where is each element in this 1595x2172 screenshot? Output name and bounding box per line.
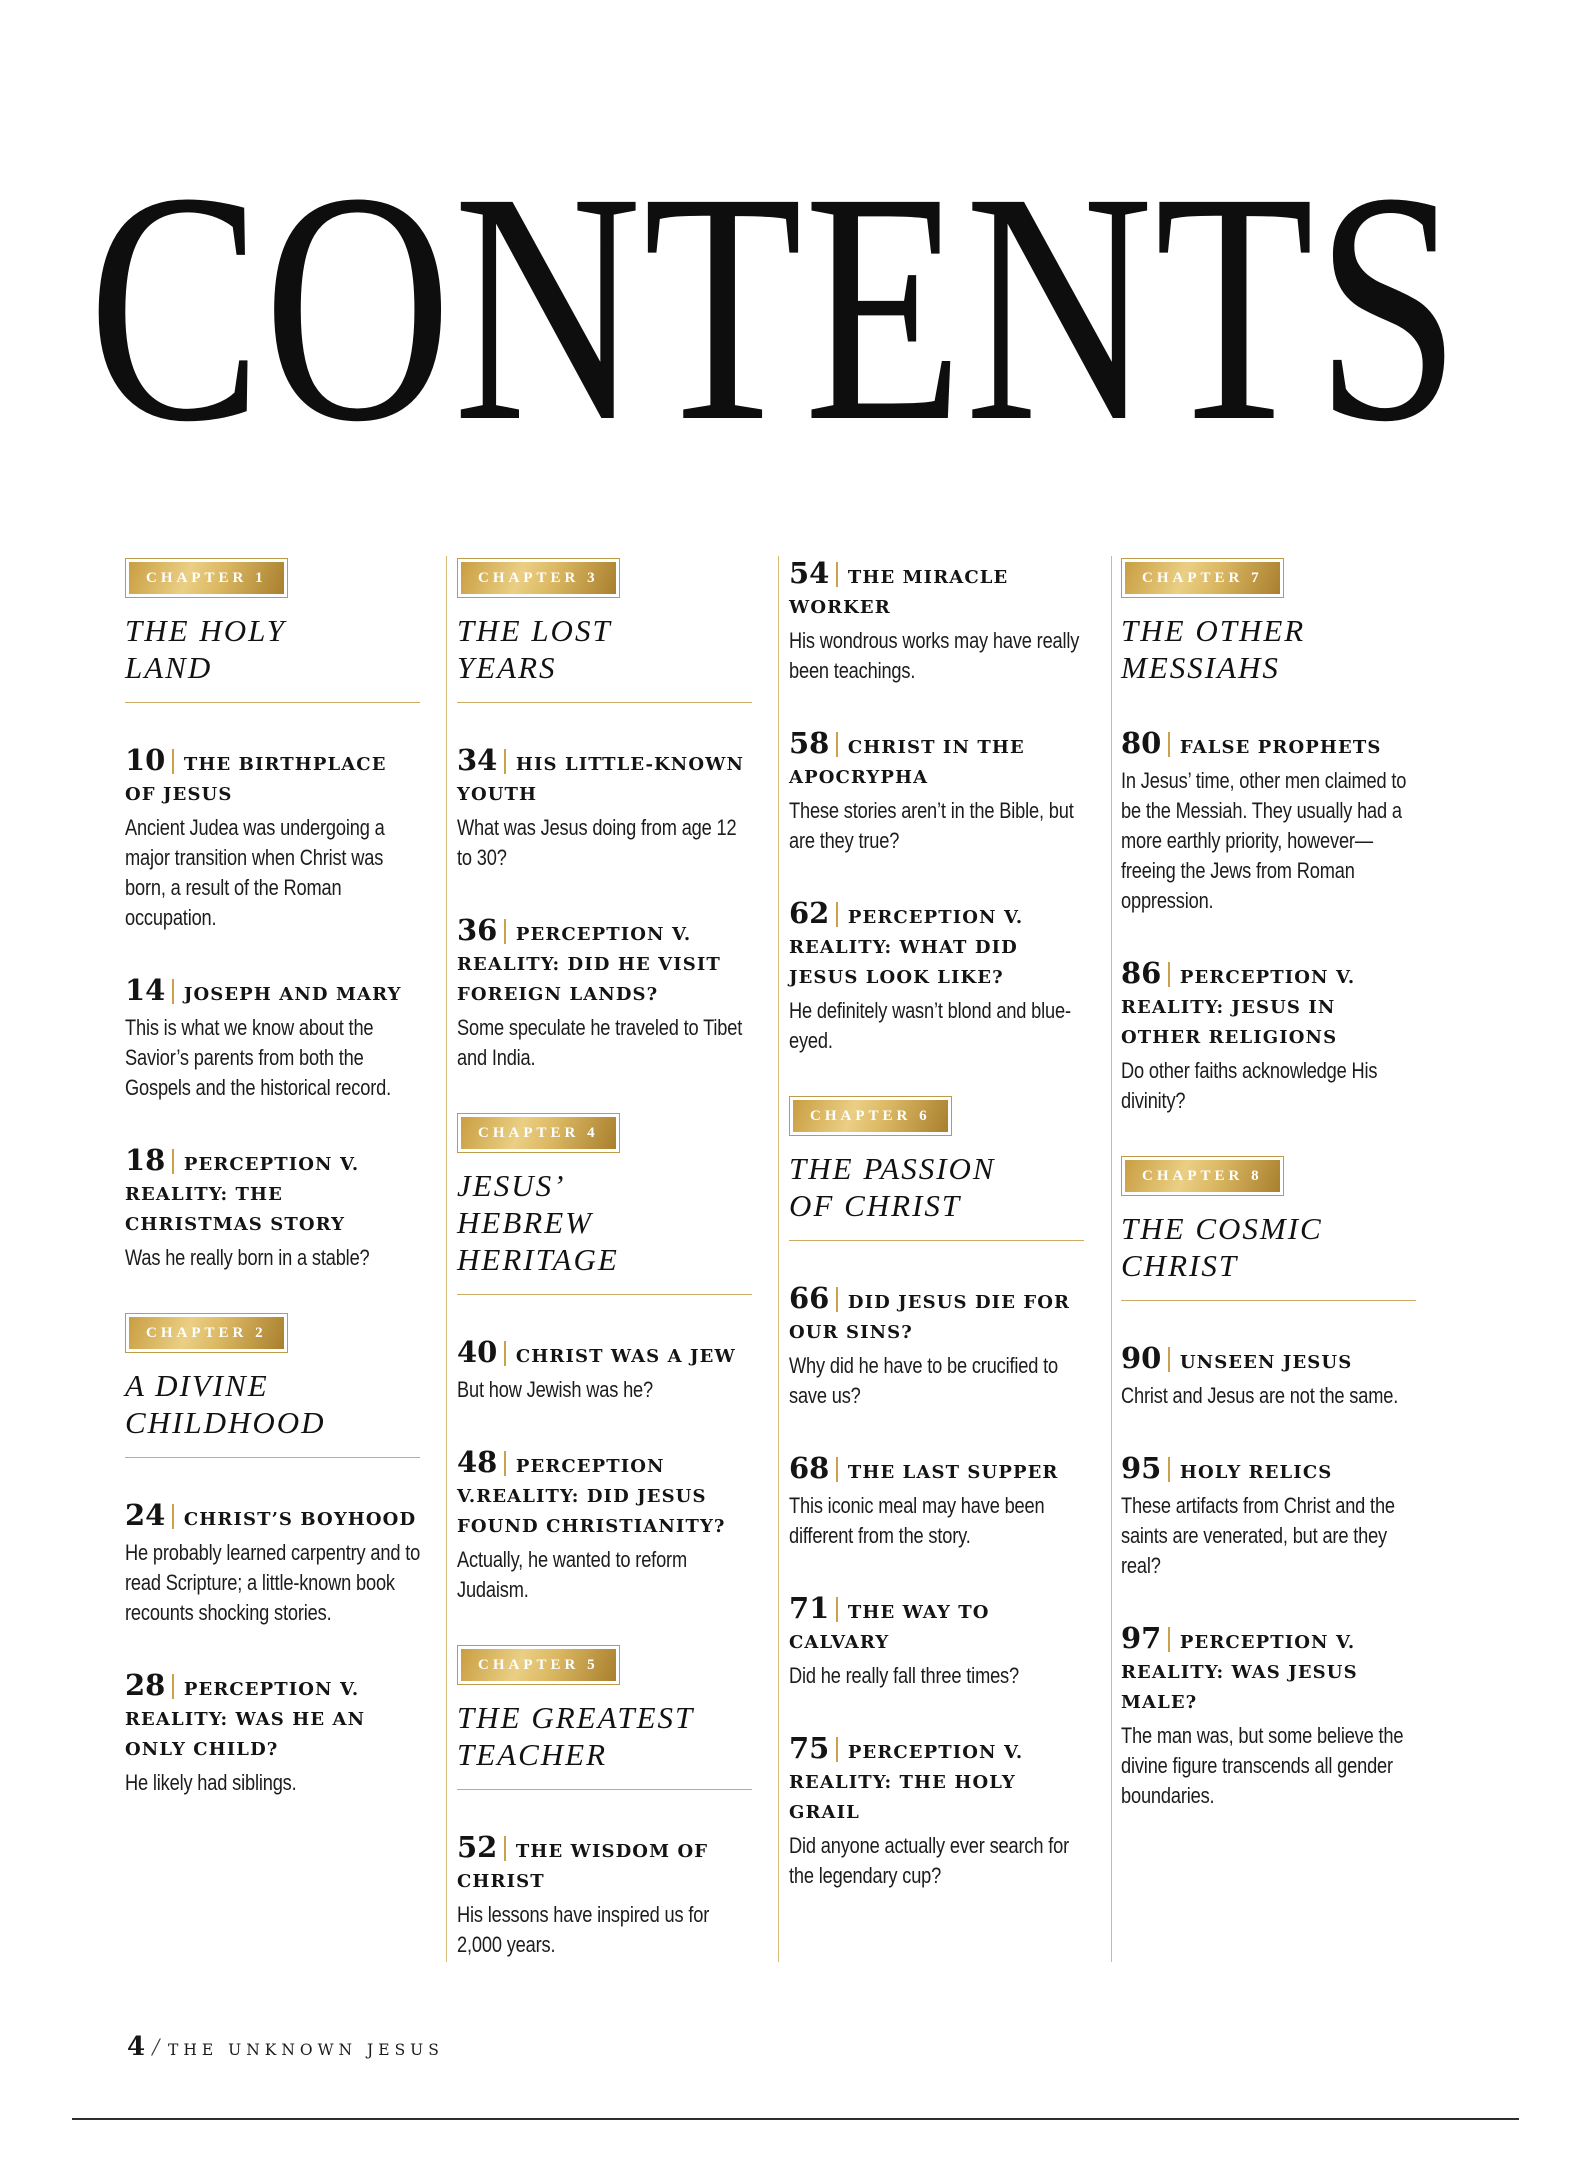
entry-page-number: 90 [1121,1341,1162,1375]
entry-heading-row [789,898,1084,993]
entry-heading: CHRIST IN THE APOCRYPHA [789,737,1025,788]
entry-heading: UNSEEN JESUS [1179,1352,1353,1373]
entry-page-number: 68 [789,1451,830,1485]
toc-entry [125,1145,420,1273]
entry-heading-row [1121,728,1416,763]
entry-description: Ancient Judea was undergoing a major transition when Christ was born, a result of the Roman occupation. [125,815,385,930]
chapter-title: THE GREATEST TEACHER [457,1700,694,1772]
chapter-title: A DIVINE CHILDHOOD [125,1368,326,1440]
page-title: CONTENTS [88,125,1463,490]
entry-heading-row [1121,958,1416,1053]
entry-divider [504,1341,506,1366]
chapter-badge-label: CHAPTER 3 [461,562,616,594]
entry-heading-row [457,745,752,810]
entry-heading: THE WISDOM OF CHRIST [457,1841,709,1892]
chapter-block [1121,558,1416,686]
entry-page-number: 95 [1121,1451,1162,1485]
entry-page-number: 52 [457,1830,498,1864]
entry-description: Actually, he wanted to reform Judaism. [457,1547,687,1602]
entry-heading-row [789,728,1084,793]
magazine-title: THE UNKNOWN JESUS [168,2041,444,2059]
entry-description: These stories aren’t in the Bible, but are they true? [789,798,1074,853]
entry-description: The man was, but some believe the divine figure transcends all gender boundaries. [1121,1723,1404,1808]
entry-heading: FALSE PROPHETS [1179,737,1382,758]
entry-heading: PERCEPTION V. REALITY: THE CHRISTMAS STORY [125,1154,360,1235]
toc-column-2 [457,558,752,1960]
entry-page-number: 97 [1121,1621,1162,1655]
chapter-block [1121,1156,1416,1301]
entry-divider [504,749,506,774]
entry-heading: CHRIST’S BOYHOOD [183,1509,417,1530]
entry-heading-row [1121,1623,1416,1718]
entry-heading: PERCEPTION V. REALITY: JESUS IN OTHER RELIGIONS [1121,967,1356,1048]
toc-entry [789,1453,1084,1551]
entry-heading-row [457,1337,752,1372]
chapter-badge [125,558,288,598]
entry-description: He likely had siblings. [125,1770,297,1795]
entry-description: He definitely wasn’t blond and blue-eyed. [789,998,1071,1053]
chapter-block [457,1113,752,1295]
entry-heading-row [125,1145,420,1240]
entry-description: Do other faiths acknowledge His divinity? [1121,1058,1378,1113]
entry-heading: PERCEPTION V.REALITY: DID JESUS FOUND CHRISTIANITY? [457,1456,726,1537]
chapter-title: THE OTHER MESSIAHS [1121,613,1306,685]
footer-rule [72,2118,1519,2120]
chapter-badge [457,558,620,598]
entry-page-number: 36 [457,913,498,947]
entry-page-number: 40 [457,1335,498,1369]
chapter-badge [457,1113,620,1153]
entry-description: But how Jewish was he? [457,1377,654,1402]
toc-entry [789,1593,1084,1691]
toc-entry [789,1283,1084,1411]
chapter-rule [125,702,420,703]
toc-column-3 [789,558,1084,1960]
entry-divider [1168,962,1170,987]
entry-divider [1168,1347,1170,1372]
chapter-block [457,558,752,703]
entry-heading: THE MIRACLE WORKER [789,567,1009,618]
chapter-block [125,1313,420,1458]
toc-entry [457,1832,752,1960]
entry-heading: PERCEPTION V. REALITY: THE HOLY GRAIL [789,1742,1024,1823]
entry-description: Was he really born in a stable? [125,1245,370,1270]
toc-entry [789,1733,1084,1891]
entry-page-number: 54 [789,556,830,590]
entry-heading: THE BIRTHPLACE OF JESUS [125,754,387,805]
chapter-block [789,1096,1084,1241]
toc-column-4 [1121,558,1416,1960]
entry-page-number: 28 [125,1668,166,1702]
chapter-badge [1121,558,1284,598]
chapter-badge-label: CHAPTER 5 [461,1649,616,1681]
chapter-rule [1121,1300,1416,1301]
entry-divider [172,1504,174,1529]
chapter-title: JESUS’ HEBREW HERITAGE [457,1168,619,1277]
entry-description: His lessons have inspired us for 2,000 years. [457,1902,710,1957]
toc-entry [1121,1623,1416,1811]
entry-page-number: 75 [789,1731,830,1765]
toc-entry [1121,958,1416,1116]
toc-entry [789,558,1084,686]
entry-heading-row [457,915,752,1010]
entry-description: What was Jesus doing from age 12 to 30? [457,815,737,870]
chapter-badge-label: CHAPTER 4 [461,1117,616,1149]
chapter-block [125,558,420,703]
entry-divider [172,979,174,1004]
entry-heading-row [789,1733,1084,1828]
entry-description: In Jesus’ time, other men claimed to be the Messiah. They usually had a more earthly priority, however—freeing the Jews from Roman oppression. [1121,768,1407,913]
entry-heading: CHRIST WAS A JEW [515,1346,736,1367]
entry-divider [504,1451,506,1476]
entry-divider [1168,1627,1170,1652]
chapter-title: THE PASSION OF CHRIST [789,1151,996,1223]
chapter-badge [125,1313,288,1353]
entry-heading-row [125,1670,420,1765]
entry-heading: PERCEPTION V. REALITY: DID HE VISIT FOREIGN LANDS? [457,924,721,1005]
chapter-badge [1121,1156,1284,1196]
entry-heading-row [125,745,420,810]
entry-heading: JOSEPH AND MARY [183,984,402,1005]
entry-heading: PERCEPTION V. REALITY: WAS JESUS MALE? [1121,1632,1358,1713]
entry-divider [172,749,174,774]
toc-entry [1121,1453,1416,1581]
toc-columns [125,558,1416,1960]
entry-heading: PERCEPTION V. REALITY: WHAT DID JESUS LOOK LIKE? [789,907,1024,988]
entry-divider [172,1149,174,1174]
folio-page-number: 4 [127,2032,146,2062]
entry-page-number: 71 [789,1591,830,1625]
entry-heading-row [789,1593,1084,1658]
toc-entry [457,1447,752,1605]
entry-page-number: 10 [125,743,166,777]
entry-heading-row [1121,1453,1416,1488]
entry-heading-row [125,1500,420,1535]
entry-heading-row [789,558,1084,623]
entry-divider [836,562,838,587]
toc-entry [457,1337,752,1405]
chapter-title: THE LOST YEARS [457,613,612,685]
entry-divider [836,1737,838,1762]
toc-entry [457,915,752,1073]
entry-page-number: 24 [125,1498,166,1532]
toc-entry [789,728,1084,856]
entry-divider [172,1674,174,1699]
entry-description: Christ and Jesus are not the same. [1121,1383,1399,1408]
chapter-rule [457,702,752,703]
chapter-badge-label: CHAPTER 2 [129,1317,284,1349]
entry-heading-row [1121,1343,1416,1378]
entry-heading-row [125,975,420,1010]
entry-page-number: 62 [789,896,830,930]
chapter-block [457,1645,752,1790]
entry-description: These artifacts from Christ and the saints are venerated, but are they real? [1121,1493,1395,1578]
entry-divider [836,902,838,927]
chapter-badge [789,1096,952,1136]
entry-heading: PERCEPTION V. REALITY: WAS HE AN ONLY CHILD? [125,1679,366,1760]
toc-entry [125,745,420,933]
entry-page-number: 48 [457,1445,498,1479]
entry-description: This is what we know about the Savior’s parents from both the Gospels and the historical record. [125,1015,391,1100]
entry-divider [836,732,838,757]
chapter-rule [457,1294,752,1295]
entry-description: He probably learned carpentry and to read Scripture; a little-known book recounts shocking stories. [125,1540,421,1625]
entry-divider [1168,732,1170,757]
toc-entry [1121,728,1416,916]
footer-separator: / [152,2034,160,2061]
entry-description: His wondrous works may have really been teachings. [789,628,1080,683]
page-footer [127,2032,444,2062]
entry-heading-row [457,1447,752,1542]
entry-description: Some speculate he traveled to Tibet and India. [457,1015,743,1070]
entry-page-number: 86 [1121,956,1162,990]
entry-heading: HIS LITTLE-KNOWN YOUTH [457,754,745,805]
entry-divider [504,919,506,944]
chapter-badge-label: CHAPTER 6 [793,1100,948,1132]
entry-description: Why did he have to be crucified to save us? [789,1353,1059,1408]
chapter-badge-label: CHAPTER 7 [1125,562,1280,594]
entry-heading-row [789,1453,1084,1488]
chapter-rule [125,1457,420,1458]
toc-entry [125,1500,420,1628]
toc-column-1 [125,558,420,1960]
entry-divider [836,1457,838,1482]
entry-page-number: 18 [125,1143,166,1177]
entry-heading-row [789,1283,1084,1348]
chapter-rule [789,1240,1084,1241]
entry-divider [836,1287,838,1312]
entry-description: Did anyone actually ever search for the legendary cup? [789,1833,1070,1888]
toc-entry [125,1670,420,1798]
entry-page-number: 66 [789,1281,830,1315]
entry-page-number: 34 [457,743,498,777]
entry-heading: DID JESUS DIE FOR OUR SINS? [789,1292,1071,1343]
entry-divider [1168,1457,1170,1482]
toc-entry [457,745,752,873]
toc-entry [789,898,1084,1056]
entry-heading: HOLY RELICS [1179,1462,1333,1483]
entry-heading: THE LAST SUPPER [847,1462,1059,1483]
entry-page-number: 80 [1121,726,1162,760]
entry-divider [836,1597,838,1622]
entry-description: Did he really fall three times? [789,1663,1019,1688]
entry-heading: THE WAY TO CALVARY [789,1602,990,1653]
toc-entry [1121,1343,1416,1411]
chapter-badge-label: CHAPTER 1 [129,562,284,594]
entry-divider [504,1836,506,1861]
chapter-title: THE HOLY LAND [125,613,286,685]
chapter-badge-label: CHAPTER 8 [1125,1160,1280,1192]
chapter-rule [457,1789,752,1790]
chapter-title: THE COSMIC CHRIST [1121,1211,1323,1283]
entry-page-number: 14 [125,973,166,1007]
entry-page-number: 58 [789,726,830,760]
entry-description: This iconic meal may have been different from the story. [789,1493,1045,1548]
toc-entry [125,975,420,1103]
chapter-badge [457,1645,620,1685]
entry-heading-row [457,1832,752,1897]
